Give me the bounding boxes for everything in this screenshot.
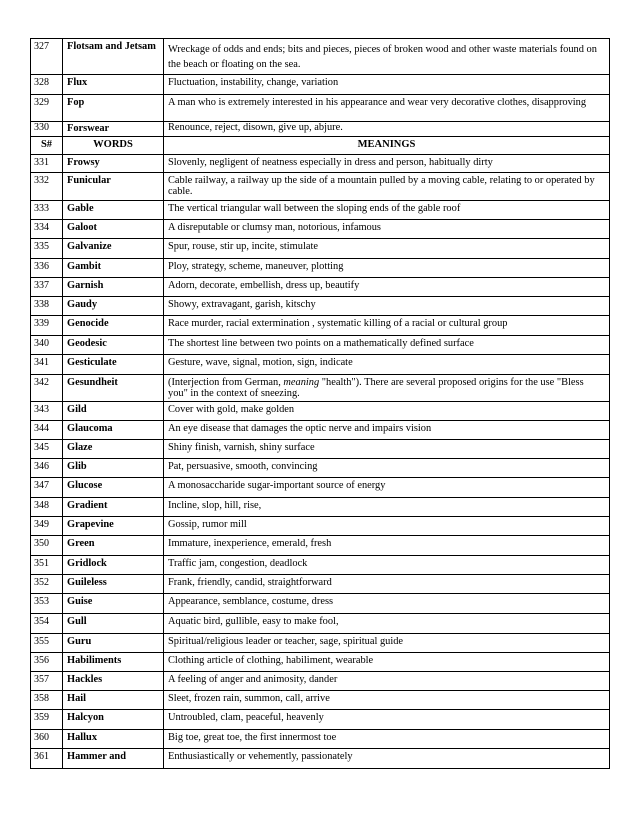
word-cell: Flux: [63, 75, 164, 95]
serial-number: 353: [31, 594, 63, 614]
header-row: [31, 137, 610, 155]
meaning-emphasis: meaning: [283, 377, 320, 388]
serial-number: 356: [31, 653, 63, 672]
meaning-cell: The vertical triangular wall between the sloping ends of the gable roof: [164, 201, 610, 220]
word-cell: Gridlock: [63, 556, 164, 575]
word-cell: Halcyon: [63, 710, 164, 730]
word-cell: Guileless: [63, 575, 164, 594]
word-cell: Guru: [63, 634, 164, 653]
table-row: [31, 39, 610, 75]
meaning-cell: Race murder, racial extermination , systematic killing of a racial or cultural group: [164, 316, 610, 336]
serial-number: 341: [31, 355, 63, 375]
serial-number: 331: [31, 155, 63, 173]
serial-number: 337: [31, 278, 63, 297]
word-cell: Gild: [63, 402, 164, 421]
serial-number: 340: [31, 336, 63, 355]
serial-number: 360: [31, 730, 63, 749]
word-cell: Geodesic: [63, 336, 164, 355]
serial-number: 343: [31, 402, 63, 421]
table-row: [31, 634, 610, 653]
meaning-cell: Showy, extravagant, garish, kitschy: [164, 297, 610, 316]
meaning-cell: An eye disease that damages the optic nerve and impairs vision: [164, 421, 610, 440]
word-cell: Gambit: [63, 259, 164, 278]
word-cell: Glucose: [63, 478, 164, 498]
word-cell: Garnish: [63, 278, 164, 297]
table-row: [31, 220, 610, 239]
word-cell: Gesticulate: [63, 355, 164, 375]
meaning-cell: [164, 375, 610, 402]
meaning-cell: Untroubled, clam, peaceful, heavenly: [164, 710, 610, 730]
table-row: [31, 730, 610, 749]
table-row: [31, 672, 610, 691]
word-cell: Hallux: [63, 730, 164, 749]
word-cell: Gradient: [63, 498, 164, 517]
serial-number: 354: [31, 614, 63, 634]
meaning-text: "health"). There are several proposed origins for the use "Bless you" in the context of sneezing.: [168, 377, 584, 399]
table-row: [31, 173, 610, 201]
meaning-cell: A disreputable or clumsy man, notorious, infamous: [164, 220, 610, 239]
word-cell: Gaudy: [63, 297, 164, 316]
word-cell: Fop: [63, 95, 164, 122]
table-row: [31, 297, 610, 316]
vocabulary-table-body: [31, 39, 610, 769]
word-cell: Hackles: [63, 672, 164, 691]
word-cell: Gull: [63, 614, 164, 634]
serial-number: 330: [31, 122, 63, 137]
serial-number: 347: [31, 478, 63, 498]
table-row: [31, 355, 610, 375]
serial-number: 336: [31, 259, 63, 278]
table-row: [31, 749, 610, 769]
table-row: [31, 594, 610, 614]
meaning-cell: Incline, slop, hill, rise,: [164, 498, 610, 517]
meaning-cell: Cover with gold, make golden: [164, 402, 610, 421]
meaning-cell: The shortest line between two points on a mathematically defined surface: [164, 336, 610, 355]
table-row: [31, 653, 610, 672]
table-row: [31, 440, 610, 459]
table-row: [31, 278, 610, 297]
table-row: [31, 478, 610, 498]
meaning-cell: Clothing article of clothing, habiliment, wearable: [164, 653, 610, 672]
table-row: [31, 95, 610, 122]
table-row: [31, 498, 610, 517]
serial-number: 344: [31, 421, 63, 440]
table-row: [31, 402, 610, 421]
serial-number: 345: [31, 440, 63, 459]
meaning-cell: Traffic jam, congestion, deadlock: [164, 556, 610, 575]
meaning-cell: Slovenly, negligent of neatness especially in dress and person, habitually dirty: [164, 155, 610, 173]
table-row: [31, 614, 610, 634]
serial-number: 348: [31, 498, 63, 517]
meaning-cell: Renounce, reject, disown, give up, abjure.: [164, 122, 610, 137]
serial-number: 350: [31, 536, 63, 556]
meaning-cell: Pat, persuasive, smooth, convincing: [164, 459, 610, 478]
serial-number: 332: [31, 173, 63, 201]
serial-number: 351: [31, 556, 63, 575]
meaning-cell: A man who is extremely interested in his appearance and wear very decorative clothes, disapproving: [164, 95, 610, 122]
serial-number: 333: [31, 201, 63, 220]
word-cell: Grapevine: [63, 517, 164, 536]
meaning-cell: Shiny finish, varnish, shiny surface: [164, 440, 610, 459]
word-cell: Guise: [63, 594, 164, 614]
word-cell: Galoot: [63, 220, 164, 239]
meaning-cell: Aquatic bird, gullible, easy to make fool,: [164, 614, 610, 634]
serial-number: 338: [31, 297, 63, 316]
serial-number: 349: [31, 517, 63, 536]
table-row: [31, 710, 610, 730]
table-row: [31, 155, 610, 173]
table-row: [31, 556, 610, 575]
table-row: [31, 239, 610, 259]
serial-number: 339: [31, 316, 63, 336]
word-cell: Frowsy: [63, 155, 164, 173]
word-cell: Habiliments: [63, 653, 164, 672]
meaning-cell: Cable railway, a railway up the side of a mountain pulled by a moving cable, relating to or operated by cable.: [164, 173, 610, 201]
meaning-cell: Gossip, rumor mill: [164, 517, 610, 536]
meaning-cell: Fluctuation, instability, change, variation: [164, 75, 610, 95]
table-row: [31, 75, 610, 95]
meaning-cell: Sleet, frozen rain, summon, call, arrive: [164, 691, 610, 710]
meaning-cell: Appearance, semblance, costume, dress: [164, 594, 610, 614]
meaning-cell: Gesture, wave, signal, motion, sign, indicate: [164, 355, 610, 375]
word-cell: Gesundheit: [63, 375, 164, 402]
word-cell: Glib: [63, 459, 164, 478]
table-row: [31, 336, 610, 355]
table-row: [31, 259, 610, 278]
serial-number: 352: [31, 575, 63, 594]
table-row: [31, 691, 610, 710]
serial-number: 358: [31, 691, 63, 710]
word-cell: Glaze: [63, 440, 164, 459]
table-row: [31, 517, 610, 536]
word-cell: Galvanize: [63, 239, 164, 259]
serial-number: 327: [31, 39, 63, 75]
meaning-cell: A monosaccharide sugar-important source of energy: [164, 478, 610, 498]
serial-number: 334: [31, 220, 63, 239]
word-cell: Flotsam and Jetsam: [63, 39, 164, 75]
word-cell: Hammer and: [63, 749, 164, 769]
serial-number: 346: [31, 459, 63, 478]
table-row: [31, 421, 610, 440]
meaning-cell: Adorn, decorate, embellish, dress up, beautify: [164, 278, 610, 297]
serial-number: 342: [31, 375, 63, 402]
words-header: WORDS: [63, 137, 164, 155]
meaning-cell: Ploy, strategy, scheme, maneuver, plotting: [164, 259, 610, 278]
meaning-cell: Immature, inexperience, emerald, fresh: [164, 536, 610, 556]
meaning-text: (Interjection from German,: [168, 377, 284, 388]
word-cell: Gable: [63, 201, 164, 220]
word-cell: Glaucoma: [63, 421, 164, 440]
serial-number: 328: [31, 75, 63, 95]
word-cell: Green: [63, 536, 164, 556]
table-row: [31, 536, 610, 556]
word-cell: Genocide: [63, 316, 164, 336]
serial-number: 361: [31, 749, 63, 769]
serial-number: 355: [31, 634, 63, 653]
word-cell: Forswear: [63, 122, 164, 137]
serial-number: 357: [31, 672, 63, 691]
serial-number: 335: [31, 239, 63, 259]
meaning-cell: Spiritual/religious leader or teacher, sage, spiritual guide: [164, 634, 610, 653]
word-cell: Hail: [63, 691, 164, 710]
meaning-cell: A feeling of anger and animosity, dander: [164, 672, 610, 691]
table-row: [31, 201, 610, 220]
vocabulary-table: [30, 38, 610, 769]
meaning-cell: Spur, rouse, stir up, incite, stimulate: [164, 239, 610, 259]
serial-number: 359: [31, 710, 63, 730]
table-row: [31, 316, 610, 336]
meaning-cell: Wreckage of odds and ends; bits and pieces, pieces of broken wood and other waste materials found on the beach or floating on the sea.: [164, 39, 610, 75]
serial-header: S#: [31, 137, 63, 155]
meaning-cell: Big toe, great toe, the first innermost toe: [164, 730, 610, 749]
table-row: [31, 122, 610, 137]
serial-number: 329: [31, 95, 63, 122]
table-row: [31, 575, 610, 594]
word-cell: Funicular: [63, 173, 164, 201]
meaning-cell: Frank, friendly, candid, straightforward: [164, 575, 610, 594]
table-row: [31, 375, 610, 402]
table-row: [31, 459, 610, 478]
meaning-cell: Enthusiastically or vehemently, passionately: [164, 749, 610, 769]
meanings-header: MEANINGS: [164, 137, 610, 155]
